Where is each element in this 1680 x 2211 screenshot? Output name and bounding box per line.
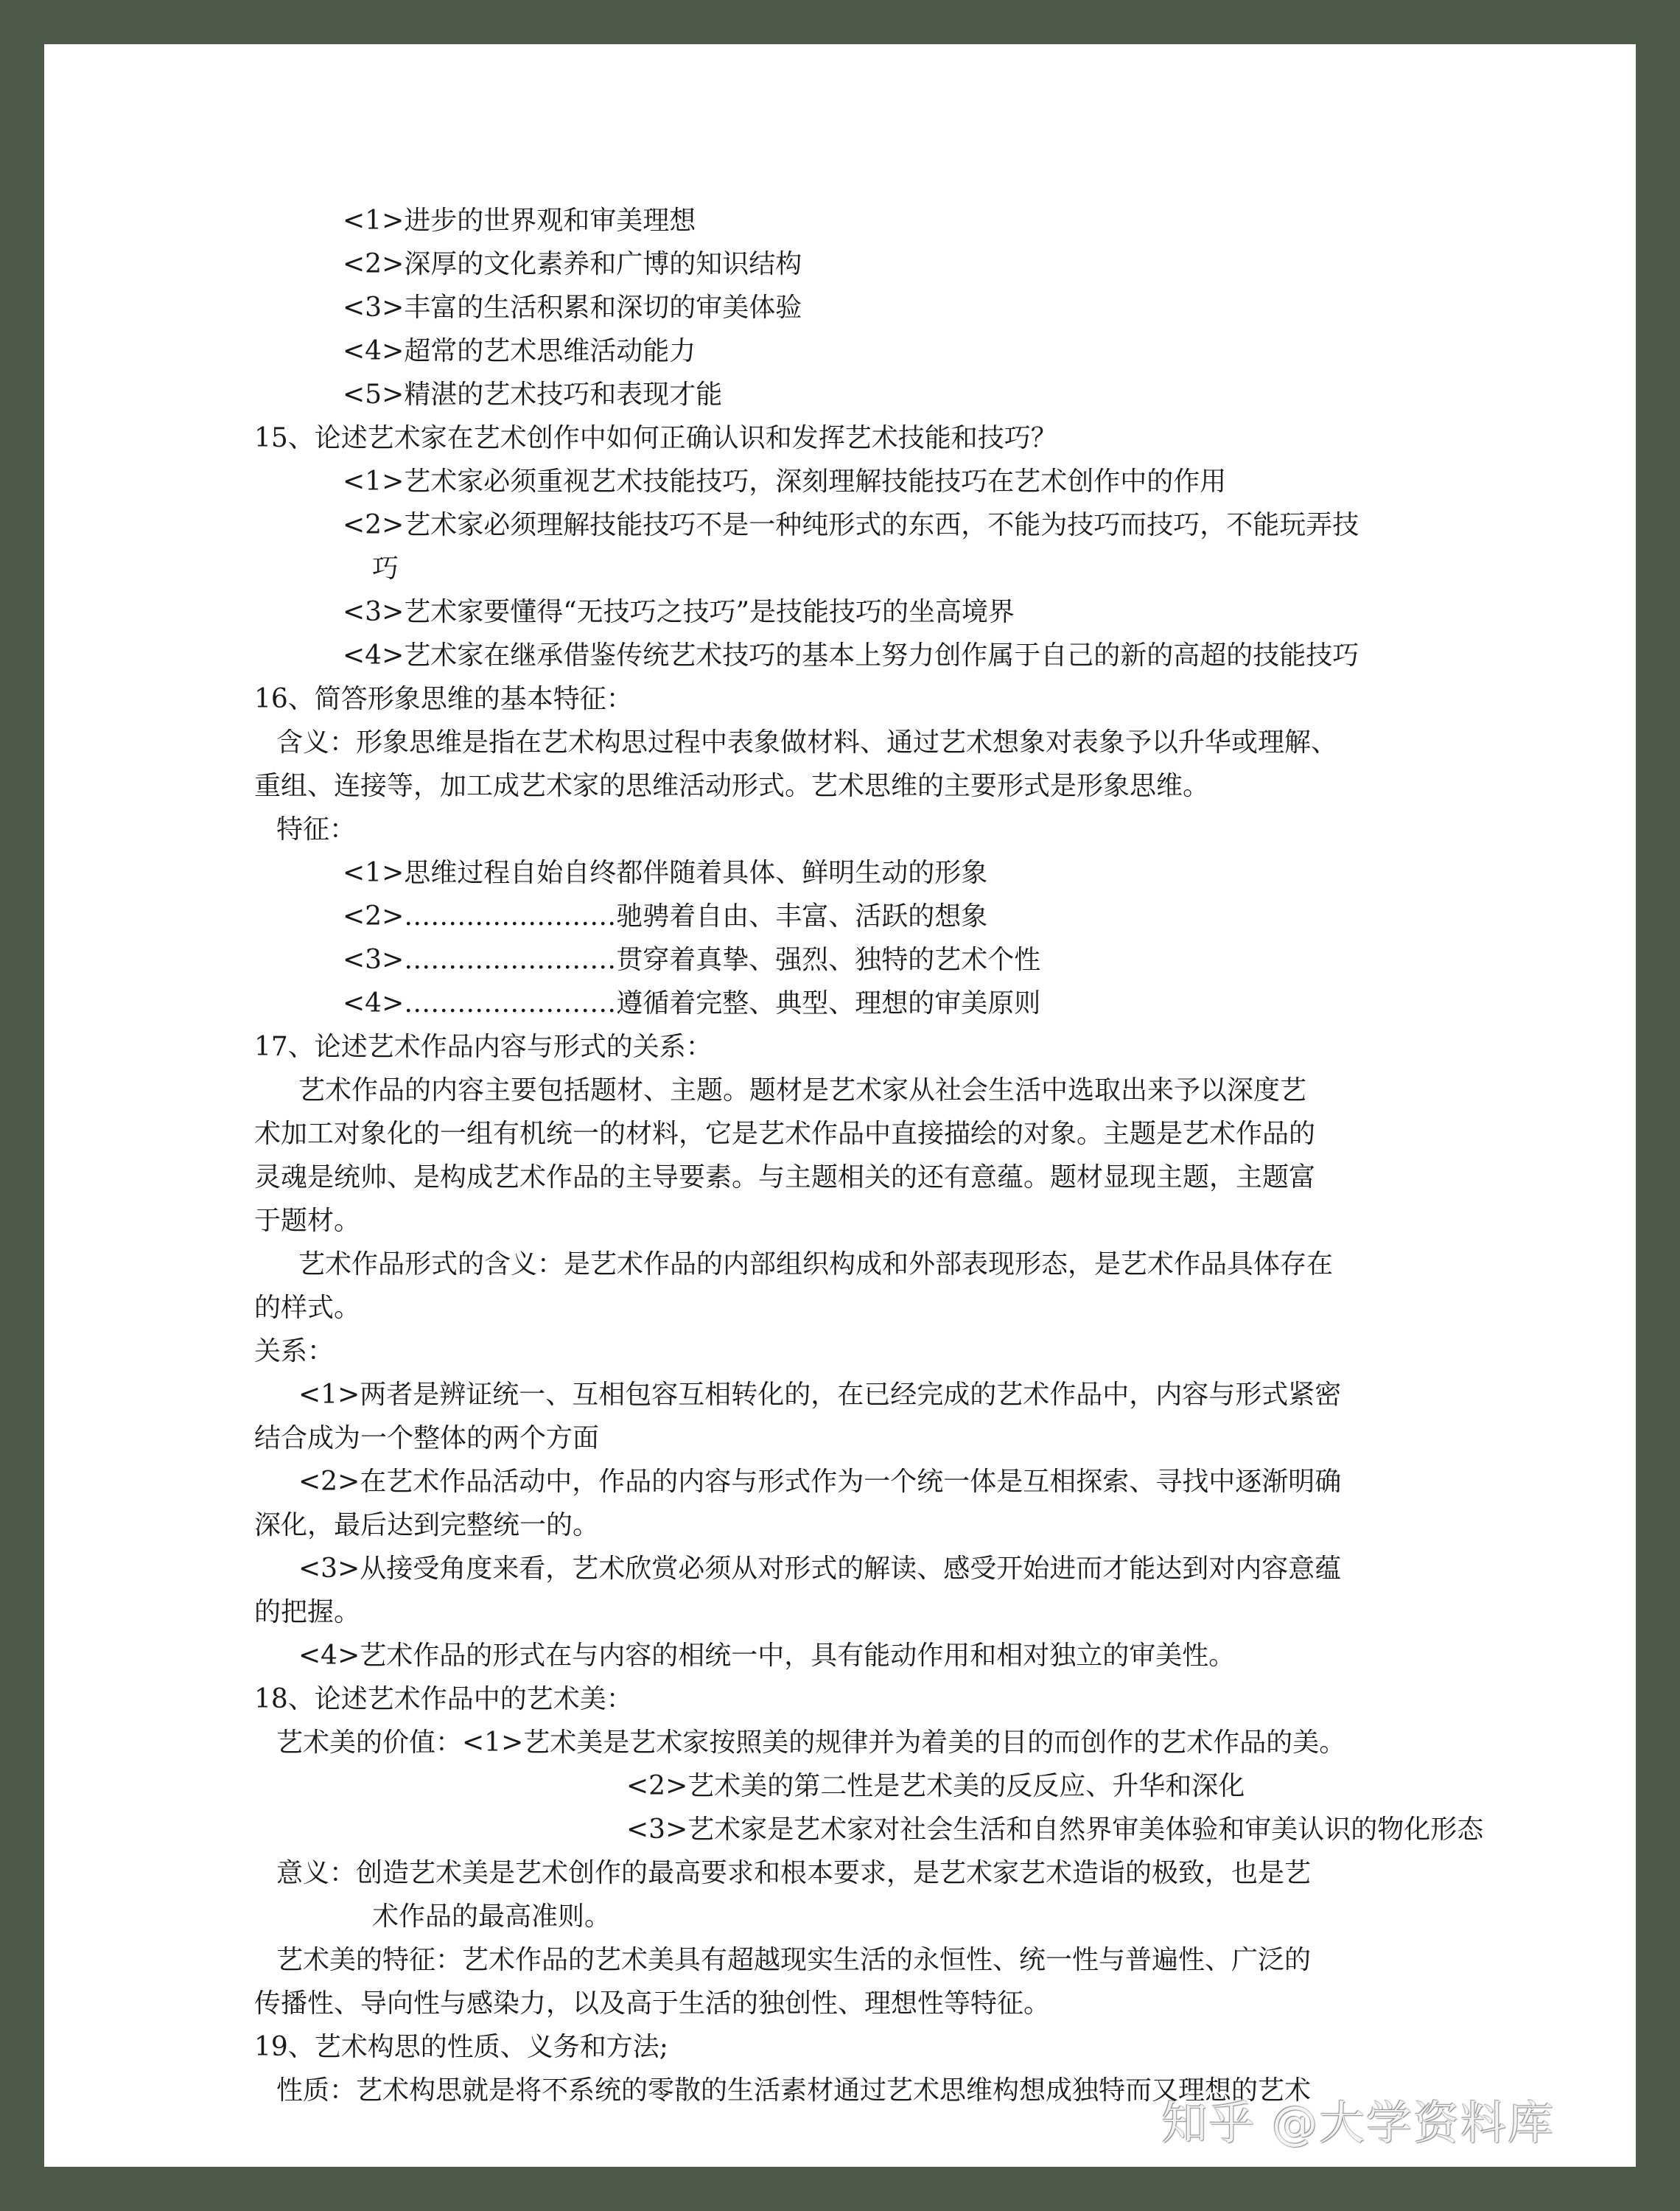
text-line: <3>丰富的生活积累和深切的审美体验 <box>343 293 802 323</box>
text-line: <1>艺术家必须重视艺术技能技巧，深刻理解技能技巧在艺术创作中的作用 <box>343 467 1227 497</box>
text-line: <2>在艺术作品活动中，作品的内容与形式作为一个统一体是互相探索、寻找中逐渐明确 <box>298 1467 1342 1497</box>
text-line: <4>艺术作品的形式在与内容的相统一中，具有能动作用和相对独立的审美性。 <box>298 1641 1236 1671</box>
watermark: 知乎 @大学资料库 <box>1161 2096 1555 2150</box>
text-line: <1>思维过程自始自终都伴随着具体、鲜明生动的形象 <box>343 858 988 888</box>
text-line: <4>……………………遵循着完整、典型、理想的审美原则 <box>343 988 1041 1019</box>
text-line: 18、论述艺术作品中的艺术美： <box>254 1684 633 1714</box>
text-line: 艺术美的价值：<1>艺术美是艺术家按照美的规律并为着美的目的而创作的艺术作品的美。 <box>276 1728 1346 1758</box>
text-line: <4>艺术家在继承借鉴传统艺术技巧的基本上努力创作属于自己的新的高超的技能技巧 <box>343 640 1359 671</box>
text-line: 性质：艺术构思就是将不系统的零散的生活素材通过艺术思维构想成独特而又理想的艺术 <box>276 2075 1312 2106</box>
text-line: <4>超常的艺术思维活动能力 <box>343 336 696 366</box>
document-body <box>254 199 1484 2112</box>
text-line: 19、艺术构思的性质、义务和方法; <box>254 2032 668 2062</box>
text-line: 关系： <box>254 1336 335 1366</box>
text-line: <5>精湛的艺术技巧和表现才能 <box>343 380 723 410</box>
text-line: 的样式。 <box>254 1293 361 1323</box>
text-line: <2>艺术美的第二性是艺术美的反反应、升华和深化 <box>626 1771 1245 1801</box>
text-line: 深化，最后达到完整统一的。 <box>254 1510 600 1540</box>
text-line: <2>艺术家必须理解技能技巧不是一种纯形式的东西，不能为技巧而技巧，不能玩弄技 <box>343 510 1359 540</box>
text-line: 含义：形象思维是指在艺术构思过程中表象做材料、通过艺术想象对表象予以升华或理解、 <box>276 727 1338 758</box>
text-line: 灵魂是统帅、是构成艺术作品的主导要素。与主题相关的还有意蕴。题材显现主题，主题富 <box>254 1162 1316 1192</box>
text-line: 艺术作品形式的含义：是艺术作品的内部组织构成和外部表现形态，是艺术作品具体存在 <box>298 1249 1334 1279</box>
document-page <box>44 44 1636 2167</box>
text-line: <3>艺术家是艺术家对社会生活和自然界审美体验和审美认识的物化形态 <box>626 1814 1484 1845</box>
text-line: 16、简答形象思维的基本特征： <box>254 684 633 714</box>
text-line: 15、论述艺术家在艺术创作中如何正确认识和发挥艺术技能和技巧？ <box>254 423 1057 453</box>
text-line: 艺术作品的内容主要包括题材、主题。题材是艺术家从社会生活中选取出来予以深度艺 <box>298 1075 1307 1106</box>
text-line: 的把握。 <box>254 1597 361 1627</box>
text-line: <1>两者是辨证统一、互相包容互相转化的，在已经完成的艺术作品中，内容与形式紧密 <box>298 1380 1342 1410</box>
text-line: 巧 <box>372 553 399 584</box>
text-line: 特征： <box>276 814 357 845</box>
text-line: <3>艺术家要懂得“无技巧之技巧”是技能技巧的坐高境界 <box>343 597 1015 627</box>
text-line: 术作品的最高准则。 <box>372 1901 612 1932</box>
text-line: 术加工对象化的一组有机统一的材料，它是艺术作品中直接描绘的对象。主题是艺术作品的 <box>254 1119 1316 1149</box>
text-line: <2>深厚的文化素养和广博的知识结构 <box>343 249 802 279</box>
text-line: 意义：创造艺术美是艺术创作的最高要求和根本要求，是艺术家艺术造诣的极致，也是艺 <box>276 1858 1312 1888</box>
text-line: <2>……………………驰骋着自由、丰富、活跃的想象 <box>343 901 988 932</box>
text-line: <1>进步的世界观和审美理想 <box>343 206 696 236</box>
text-line: 结合成为一个整体的两个方面 <box>254 1423 600 1453</box>
text-line: 艺术美的特征：艺术作品的艺术美具有超越现实生活的永恒性、统一性与普遍性、广泛的 <box>276 1945 1312 1975</box>
text-line: 传播性、导向性与感染力，以及高于生活的独创性、理想性等特征。 <box>254 1988 1051 2019</box>
text-line: <3>……………………贯穿着真挚、强烈、独特的艺术个性 <box>343 945 1041 975</box>
text-line: 重组、连接等，加工成艺术家的思维活动形式。艺术思维的主要形式是形象思维。 <box>254 771 1210 801</box>
text-line: 于题材。 <box>254 1206 361 1236</box>
text-line: <3>从接受角度来看，艺术欣赏必须从对形式的解读、感受开始进而才能达到对内容意蕴 <box>298 1554 1342 1584</box>
text-line: 17、论述艺术作品内容与形式的关系： <box>254 1032 713 1062</box>
